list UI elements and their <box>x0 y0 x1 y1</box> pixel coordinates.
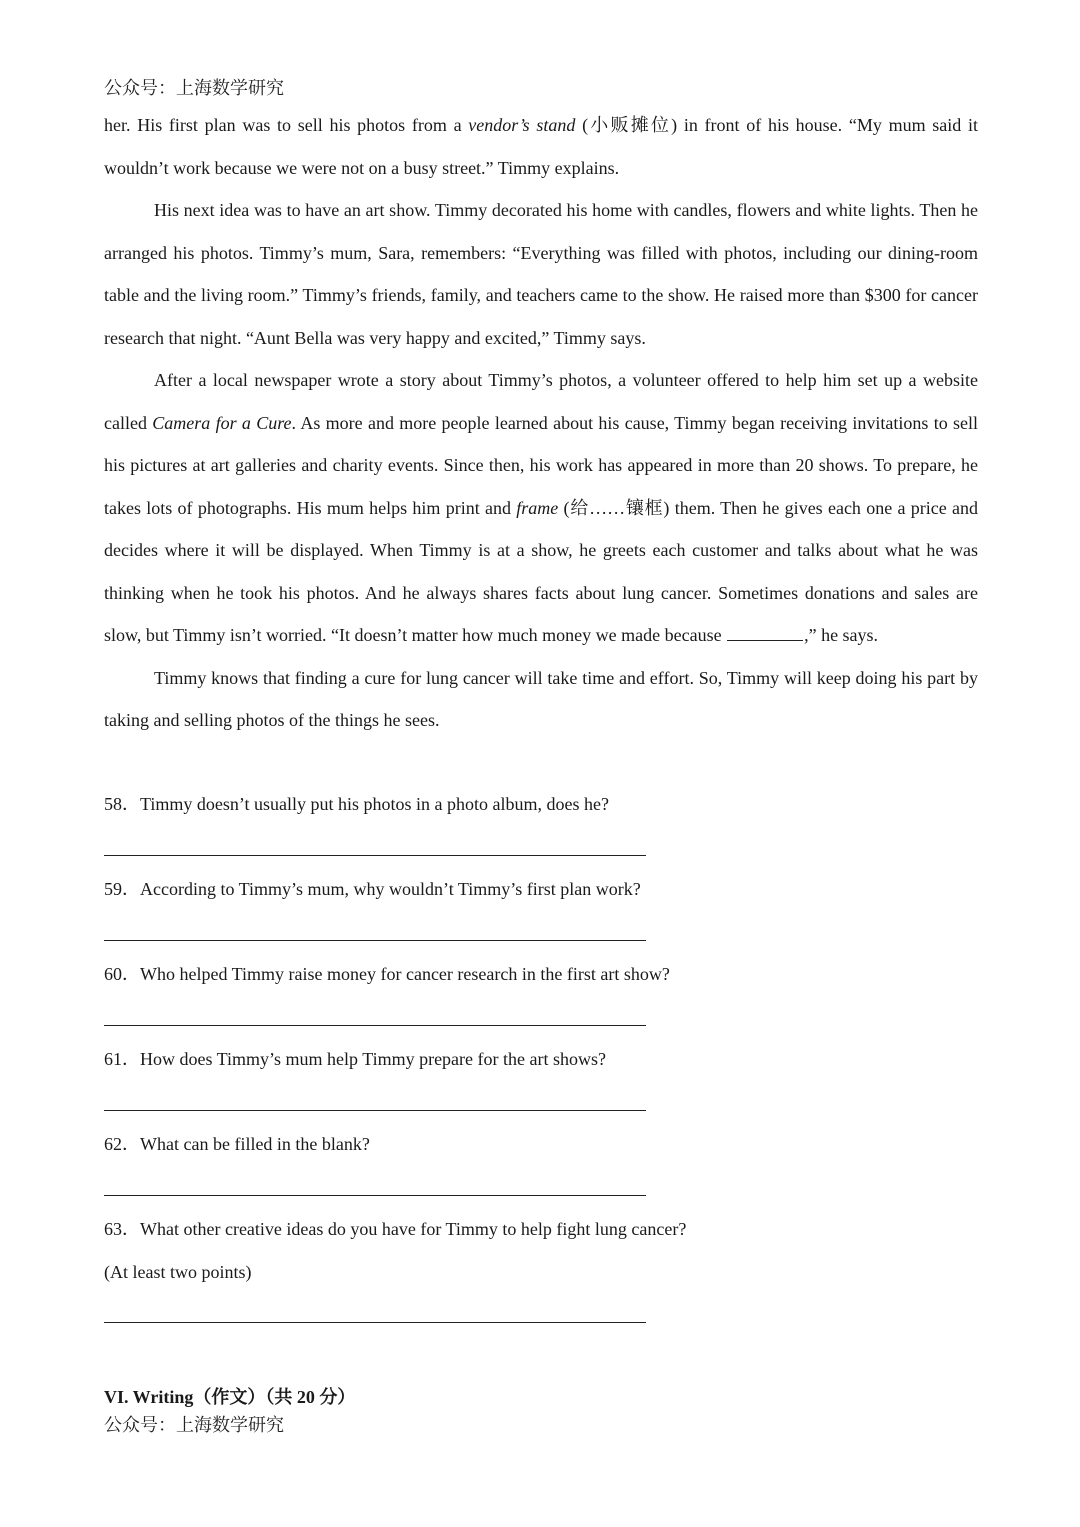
question-text: 60．Who helped Timmy raise money for cancer research in the first art show? <box>104 964 670 984</box>
passage-paragraph-4: Timmy knows that finding a cure for lung cancer will take time and effort. So, Timmy will keep doing his part by taking and selling photos of the things he sees. <box>104 667 978 730</box>
question-62 <box>104 1132 978 1156</box>
question-text: 59．According to Timmy’s mum, why wouldn’t Timmy’s first plan work? <box>104 879 641 899</box>
question-61 <box>104 1047 978 1071</box>
passage-paragraph-2: His next idea was to have an art show. Timmy decorated his home with candles, flowers and white lights. Then he arranged his photos. Timmy’s mum, Sara, remembers: “Everything was filled with photos, including our dining-room table and the living room.” Timmy’s friends, family, and teachers came to the show. He raised more than $300 for cancer research that night. “Aunt Bella was very happy and excited,” Timmy says. <box>104 200 978 348</box>
question-text: 62．What can be filled in the blank? <box>104 1134 370 1154</box>
question-58 <box>104 792 978 816</box>
term-frame: frame <box>516 497 559 518</box>
term-vendors-stand: vendor’s stand <box>468 115 576 135</box>
question-60 <box>104 962 978 986</box>
answer-line-59 <box>104 940 646 941</box>
section-title-writing: VI. Writing（作文）（共 20 分） <box>104 1387 356 1407</box>
question-subtext: (At least two points) <box>104 1262 252 1282</box>
header-watermark: 公众号：上海数学研究 <box>104 78 284 98</box>
question-text: 61．How does Timmy’s mum help Timmy prepare for the art shows? <box>104 1049 606 1069</box>
footer-watermark: 公众号：上海数学研究 <box>104 1415 284 1435</box>
passage <box>104 104 978 742</box>
question-63 <box>104 1217 978 1284</box>
answer-line-63 <box>104 1322 646 1323</box>
fill-in-blank <box>727 622 803 641</box>
question-59 <box>104 877 978 901</box>
answer-line-61 <box>104 1110 646 1111</box>
passage-paragraph-1: her. His first plan was to sell his photos from a vendor’s stand (小贩摊位) in front of his house. “My mum said it wouldn’t work because we were not on a busy street.” Timmy explains. <box>104 115 979 178</box>
answer-line-60 <box>104 1025 646 1026</box>
question-text: 58．Timmy doesn’t usually put his photos in a photo album, does he? <box>104 794 609 814</box>
question-text: 63．What other creative ideas do you have for Timmy to help fight lung cancer? <box>104 1219 687 1239</box>
answer-line-58 <box>104 855 646 856</box>
passage-paragraph-3: After a local newspaper wrote a story about Timmy’s photos, a volunteer offered to help him set up a website called Camera for a Cure. As more and more people learned about his cause, Timmy began receiving invitations to sell his pictures at art galleries and charity events. Since then, his work has appeared in more than 20 shows. To prepare, he takes lots of photographs. His mum helps him print and frame (给……镶框) them. Then he gives each one a price and decides where it will be displayed. When Timmy is at a show, he greets each customer and talks about what he was thinking when he took his photos. And he always shares facts about lung cancer. Sometimes donations and sales are slow, but Timmy isn’t worried. “It doesn’t matter how much money we made because ,” he says. <box>104 370 978 645</box>
website-name: Camera for a Cure <box>152 412 292 433</box>
answer-line-62 <box>104 1195 646 1196</box>
